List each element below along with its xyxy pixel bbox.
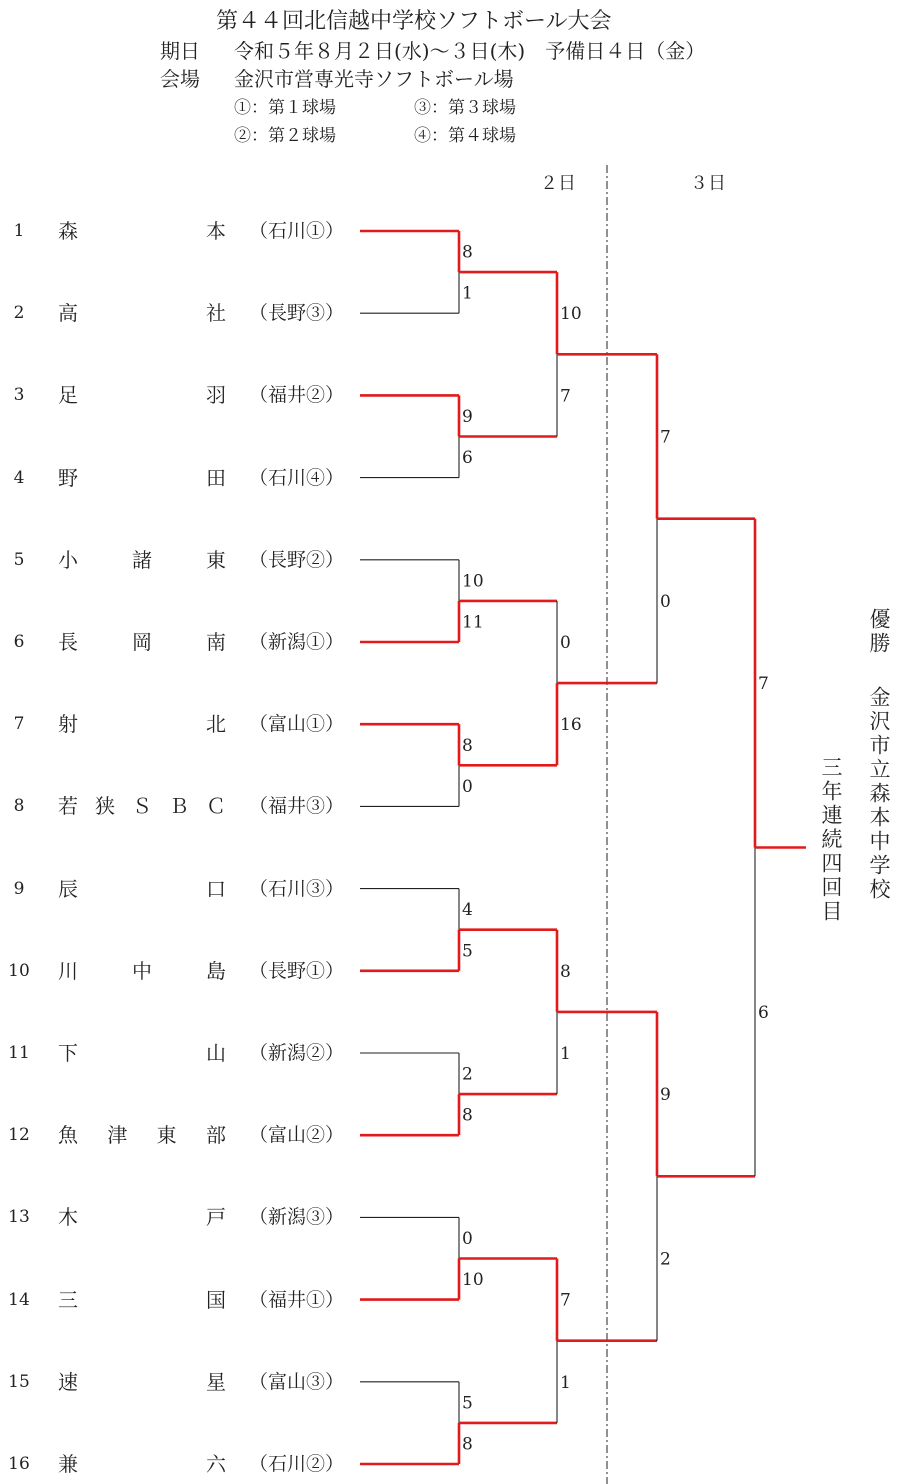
score-label: 0 [462,1228,473,1249]
score-label: 11 [462,612,484,633]
score-label: 6 [758,1002,769,1023]
team-prefecture: （新潟①） [249,631,345,653]
seed-number: 16 [8,1454,30,1474]
seed-number: 15 [8,1371,30,1392]
team-name: 下 山 [58,1041,226,1065]
team-name: 魚 津 東 部 [58,1123,226,1148]
tournament-title: 第４４回北信越中学校ソフトボール大会 [216,9,612,34]
team-name: 三 国 [58,1287,226,1312]
score-label: 2 [462,1064,473,1085]
score-label: 9 [462,406,473,427]
score-label: 1 [560,1372,571,1393]
score-label: 0 [560,633,571,653]
score-label: 9 [660,1085,671,1106]
team-prefecture: （富山①） [249,713,345,736]
score-label: 5 [462,941,473,962]
team-prefecture: （長野①） [249,959,345,982]
champion-name: 金沢市立森本中学校 [867,686,891,902]
venue-label: 会場 [160,67,200,91]
team-name: 速 星 [58,1369,226,1394]
score-label: 8 [462,735,473,756]
team-name: 高 社 [58,301,226,326]
score-label: 4 [462,900,473,921]
score-label: 7 [560,386,571,407]
day-label-2: ２日 [540,173,576,194]
team-prefecture: （新潟②） [249,1042,345,1064]
team-prefecture: （長野③） [249,302,345,325]
score-label: 1 [462,283,473,304]
team-prefecture: （新潟③） [249,1206,345,1229]
team-name: 長 岡 南 [58,630,226,654]
team-prefecture: （石川②） [249,1453,345,1475]
score-label: 10 [560,304,582,325]
field-note-4: ④：第４球場 [414,126,516,146]
team-name: 森 本 [58,219,226,243]
score-label: 10 [462,1270,484,1291]
team-prefecture: （富山②） [249,1124,345,1147]
seed-number: 9 [13,878,25,899]
score-label: 8 [462,1105,473,1126]
team-name: 木 戸 [58,1205,226,1230]
team-prefecture: （石川③） [249,877,345,900]
score-label: 7 [758,674,769,695]
score-label: 8 [462,1434,473,1455]
team-name: 辰 口 [58,876,226,901]
score-label: 2 [660,1249,671,1270]
seed-number: 5 [13,549,25,570]
seed-number: 4 [13,467,25,488]
team-prefecture: （石川④） [249,466,345,489]
team-name: 若 狭 Ｓ Ｂ Ｃ [58,794,226,819]
score-label: 7 [660,427,671,448]
score-label: 5 [462,1393,473,1414]
team-prefecture: （福井③） [249,795,345,818]
seed-number: 12 [8,1125,30,1146]
seed-number: 2 [13,303,25,324]
champion-note: 三年連続四回目 [819,756,843,924]
seed-number: 7 [13,714,25,735]
score-label: 16 [560,715,582,736]
seed-number: 8 [13,796,25,817]
date-value: 令和５年８月２日(水)～３日(木) 予備日４日（金） [234,39,706,63]
team-prefecture: （福井①） [249,1288,345,1311]
score-label: 8 [560,961,571,982]
team-name: 野 田 [58,465,226,490]
team-name: 足 羽 [58,383,226,408]
field-note-1: ①：第１球場 [234,98,336,118]
field-note-3: ③：第３球場 [414,98,516,118]
score-label: 7 [560,1290,571,1311]
date-label: 期日 [160,39,200,63]
champion-label: 優勝 [867,608,891,656]
team-name: 小 諸 東 [58,547,226,572]
seed-number: 13 [8,1207,30,1228]
seed-number: 3 [13,385,25,406]
seed-number: 10 [8,960,30,981]
seed-number: 11 [8,1043,30,1063]
seed-number: 1 [13,221,25,241]
field-note-2: ②：第２球場 [234,126,336,146]
score-label: 0 [660,591,671,612]
team-name: 兼 六 [58,1452,226,1476]
team-name: 射 北 [58,712,226,737]
team-prefecture: （福井②） [249,384,345,407]
score-label: 10 [462,571,484,592]
score-label: 6 [462,448,473,469]
day-label-3: ３日 [690,173,726,194]
team-prefecture: （長野②） [249,548,345,571]
seed-number: 14 [8,1289,30,1310]
venue-value: 金沢市営専光寺ソフトボール場 [234,67,514,91]
team-prefecture: （富山③） [249,1370,345,1393]
score-label: 0 [462,776,473,797]
team-prefecture: （石川①） [249,220,345,242]
team-name: 川 中 島 [58,958,226,983]
seed-number: 6 [13,632,25,652]
score-label: 8 [462,242,473,263]
score-label: 1 [560,1044,571,1064]
